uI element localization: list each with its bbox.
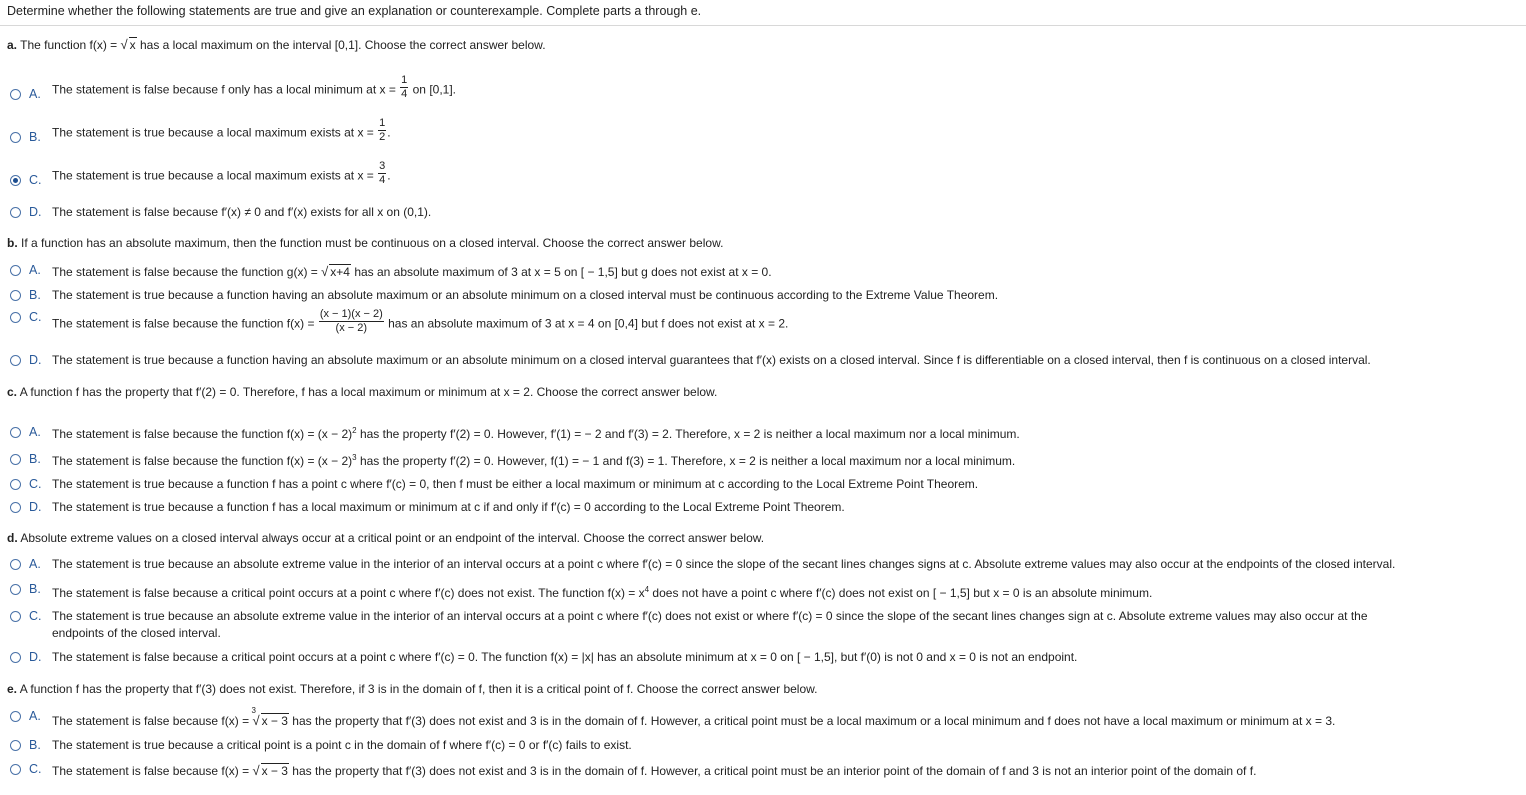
part-a-prompt: a. The function f(x) = √ x has a local maximum on the interval [0,1]. Choose the correct answer below.	[7, 37, 546, 52]
radio-button[interactable]	[10, 502, 21, 513]
part-b-prompt: b. If a function has an absolute maximum, then the function must be continuous on a closed interval. Choose the correct answer below.	[7, 236, 724, 250]
radio-button[interactable]	[10, 611, 21, 622]
radio-button[interactable]	[10, 207, 21, 218]
radio-button[interactable]	[10, 265, 21, 276]
radio-button[interactable]	[10, 652, 21, 663]
radio-button[interactable]	[10, 290, 21, 301]
part-d-prompt: d. Absolute extreme values on a closed interval always occur at a critical point or an endpoint of the interval. Choose the correct answer below.	[7, 531, 765, 545]
radio-button[interactable]	[10, 740, 21, 751]
radio-button[interactable]	[10, 559, 21, 570]
radio-button[interactable]	[10, 711, 21, 722]
radio-button[interactable]	[10, 764, 21, 775]
radio-button[interactable]	[10, 355, 21, 366]
part-e-prompt: e. A function f has the property that f′(3) does not exist. Therefore, if 3 is in the domain of f, then it is a critical point of f. Choose the correct answer below.	[7, 682, 818, 696]
radio-button[interactable]	[10, 89, 21, 100]
radio-button[interactable]	[10, 132, 21, 143]
radio-button[interactable]	[10, 584, 21, 595]
part-c-prompt: c. A function f has the property that f′(2) = 0. Therefore, f has a local maximum or minimum at x = 2. Choose the correct answer below.	[7, 385, 718, 399]
radio-button[interactable]	[10, 479, 21, 490]
instructions-header	[0, 0, 1526, 26]
radio-button-selected[interactable]	[10, 175, 21, 186]
radio-button[interactable]	[10, 454, 21, 465]
radio-button[interactable]	[10, 312, 21, 323]
radio-button[interactable]	[10, 427, 21, 438]
instructions-text: Determine whether the following statements are true and give an explanation or counterexample. Complete parts a through e.	[7, 4, 702, 18]
